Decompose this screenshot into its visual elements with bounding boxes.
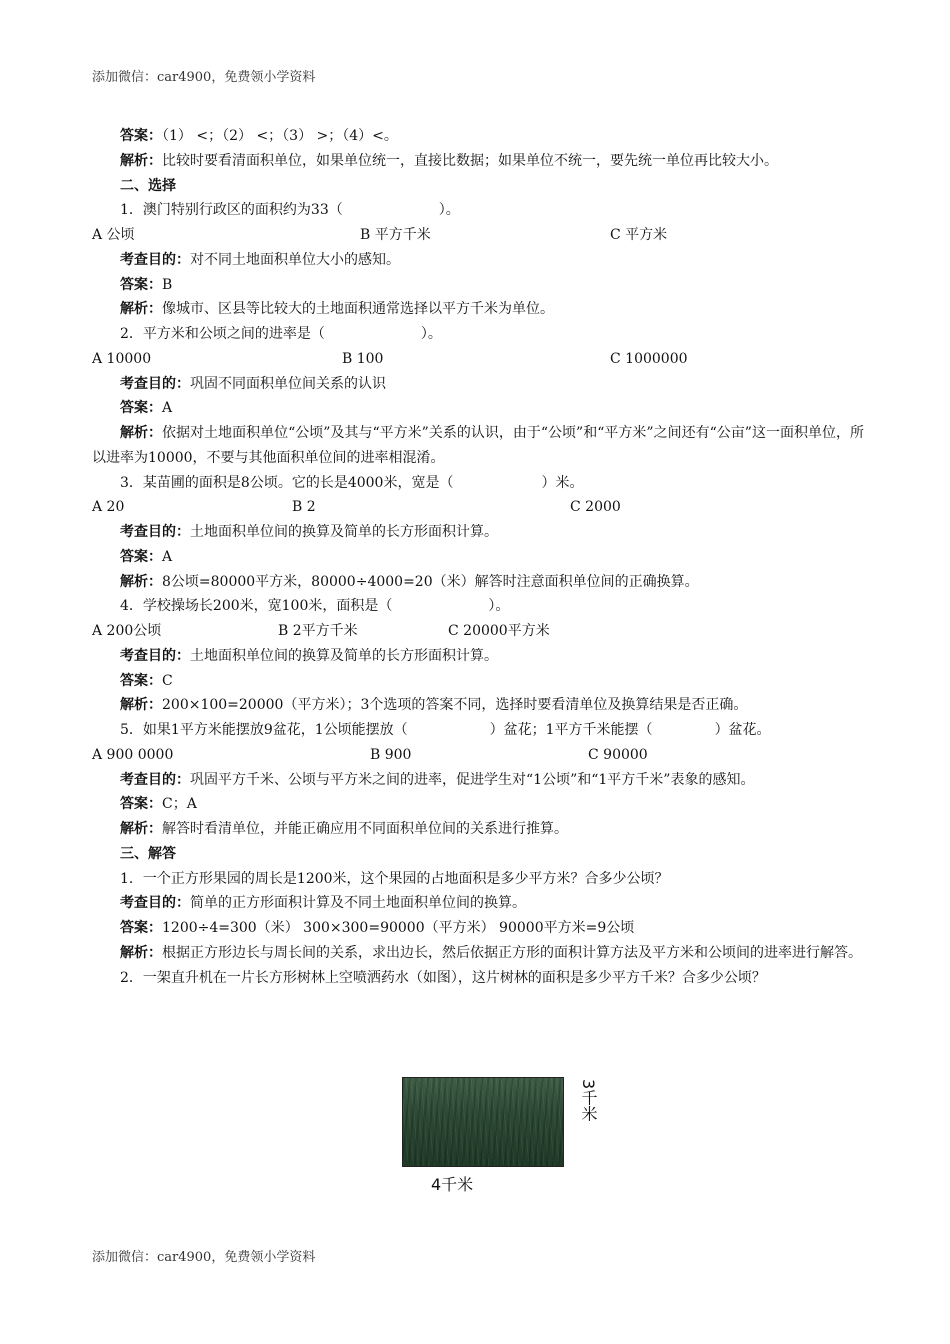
document-body bbox=[92, 124, 864, 990]
question-5-aim: 考查目的：巩固平方千米、公顷与平方米之间的进率，促进学生对“1公顷”和“1平方千米”表象的感知。 bbox=[120, 771, 755, 788]
question-1: 1．澳门特别行政区的面积约为33（ ）。 bbox=[120, 202, 460, 219]
question-3-explanation: 解析：8公顷=80000平方米，80000÷4000=20（米）解答时注意面积单位间的正确换算。 bbox=[120, 573, 699, 590]
problem-1-explanation: 解析：根据正方形边长与周长间的关系，求出边长，然后依据正方形的面积计算方法及平方米和公顷间的进率进行解答。 bbox=[120, 944, 862, 961]
question-5-options: A 900 0000 B 900 C 90000 bbox=[92, 746, 648, 763]
forest-image bbox=[402, 1077, 564, 1167]
question-2-answer: 答案：A bbox=[120, 400, 173, 417]
explanation-line: 解析：比较时要看清面积单位，如果单位统一，直接比数据；如果单位不统一，要先统一单位再比较大小。 bbox=[120, 152, 778, 169]
question-2-aim: 考查目的：巩固不同面积单位间关系的认识 bbox=[120, 375, 386, 392]
question-5-answer: 答案：C；A bbox=[120, 796, 197, 813]
problem-1-answer: 答案：1200÷4=300（米） 300×300=90000（平方米） 90000平方米=9公顷 bbox=[120, 920, 635, 936]
problem-1: 1．一个正方形果园的周长是1200米，这个果园的占地面积是多少平方米？合多少公顷？ bbox=[120, 870, 669, 887]
question-1-answer: 答案：B bbox=[120, 276, 173, 293]
question-1-explanation: 解析：像城市、区县等比较大的土地面积通常选择以平方千米为单位。 bbox=[120, 301, 554, 318]
answer-line: 答案：（1） <；（2） <；（3） >；（4）<。 bbox=[120, 128, 398, 144]
question-5-explanation: 解析：解答时看清单位，并能正确应用不同面积单位间的关系进行推算。 bbox=[120, 821, 568, 837]
section-heading: 三、解答 bbox=[120, 845, 176, 862]
problem-1-aim: 考查目的：简单的正方形面积计算及不同土地面积单位间的换算。 bbox=[120, 895, 526, 912]
question-4-explanation: 解析：200×100=20000（平方米）；3个选项的答案不同，选择时要看清单位及换算结果是否正确。 bbox=[120, 697, 748, 714]
question-1-aim: 考查目的：对不同土地面积单位大小的感知。 bbox=[120, 251, 400, 268]
question-3-aim: 考查目的：土地面积单位间的换算及简单的长方形面积计算。 bbox=[120, 524, 498, 540]
page-footer: 添加微信：car4900，免费领小学资料 bbox=[92, 1250, 316, 1265]
section-heading: 二、选择 bbox=[120, 177, 176, 194]
figure-side-label: 3千米 bbox=[579, 1079, 598, 1122]
question-1-options: A 公顷 B 平方千米 C 平方米 bbox=[92, 227, 668, 243]
figure-bottom-label: 4千米 bbox=[431, 1175, 474, 1194]
question-5: 5．如果1平方米能摆放9盆花，1公顷能摆放（ ）盆花；1平方千米能摆（ ）盆花。 bbox=[120, 722, 771, 738]
question-3-answer: 答案：A bbox=[120, 548, 173, 565]
question-4-answer: 答案：C bbox=[120, 672, 173, 689]
question-3: 3．某苗圃的面积是8公顷。它的长是4000米，宽是（ ）米。 bbox=[120, 474, 584, 491]
question-4-aim: 考查目的：土地面积单位间的换算及简单的长方形面积计算。 bbox=[120, 647, 498, 664]
question-2: 2．平方米和公顷之间的进率是（ ）。 bbox=[120, 326, 442, 342]
problem-2: 2．一架直升机在一片长方形树林上空喷洒药水（如图），这片树林的面积是多少平方千米？合多少公顷？ bbox=[120, 969, 766, 986]
page-header: 添加微信：car4900，免费领小学资料 bbox=[92, 70, 316, 85]
question-4-options: A 200公顷 B 2平方千米 C 20000平方米 bbox=[92, 623, 550, 639]
question-3-options: A 20 B 2 C 2000 bbox=[92, 499, 621, 516]
question-2-options: A 10000 B 100 C 1000000 bbox=[92, 350, 688, 367]
question-2-explanation: 解析：依据对土地面积单位“公顷”及其与“平方米”关系的认识，由于“公顷”和“平方米”之间还有“公亩”这一面积单位，所以进率为10000，不要与其他面积单位间的进率相混淆。 bbox=[92, 425, 865, 466]
question-4: 4．学校操场长200米，宽100米，面积是（ ）。 bbox=[120, 598, 510, 615]
